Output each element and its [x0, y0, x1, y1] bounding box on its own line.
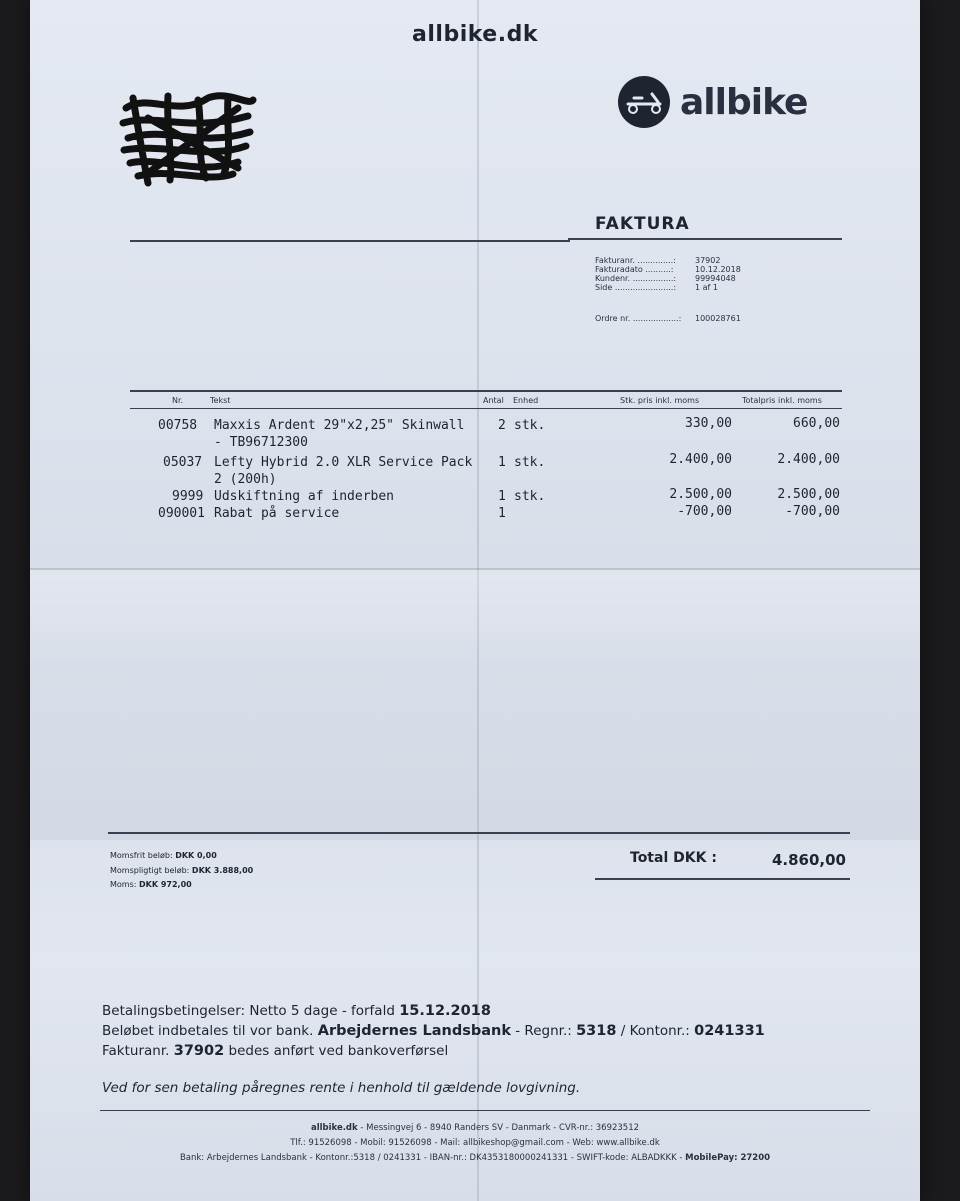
col-header-nr: Nr. — [172, 396, 184, 405]
row-2-total: 2.500,00 — [777, 487, 840, 502]
row-0-antal: 2 — [498, 418, 506, 433]
row-3-nr: 090001 — [158, 506, 205, 521]
row-2-stk-pris: 2.500,00 — [669, 487, 732, 502]
footer-line — [100, 1110, 870, 1111]
row-3-stk-pris: -700,00 — [677, 504, 732, 519]
row-1-tekst-2: 2 (200h) — [214, 472, 277, 487]
table-header-line — [130, 408, 842, 409]
footer-contact: Tlf.: 91526098 - Mobil: 91526098 - Mail: allbikeshop@gmail.com - Web: www.allbike.dk — [290, 1138, 660, 1148]
total-label: Total DKK : — [630, 850, 717, 866]
light-shade — [30, 570, 920, 840]
bike-logo-icon — [618, 76, 670, 128]
row-0-enhed: stk. — [514, 418, 546, 433]
payment-terms: Betalingsbetingelser: Netto 5 dage - forfald 15.12.2018 — [102, 1003, 491, 1019]
row-0-stk-pris: 330,00 — [685, 416, 732, 431]
invoice-meta — [595, 256, 741, 323]
logo-text: allbike — [680, 81, 808, 123]
momsfrit-line: Momsfrit beløb: DKK 0,00 — [110, 851, 217, 860]
redacted-scribble — [118, 88, 258, 188]
table-top-line — [130, 390, 842, 392]
meta-row-customer-number: Kundenr. ................: 99994048 — [595, 274, 736, 283]
row-1-stk-pris: 2.400,00 — [669, 452, 732, 467]
meta-row-page: Side .......................: 1 af 1 — [595, 283, 718, 292]
allbike-logo — [618, 74, 828, 130]
row-3-total: -700,00 — [785, 504, 840, 519]
row-2-nr: 9999 — [172, 489, 204, 504]
title-divider — [568, 238, 842, 240]
row-1-total: 2.400,00 — [777, 452, 840, 467]
meta-row-order-number: Ordre nr. ..................: 100028761 — [595, 314, 741, 323]
row-0-tekst: Maxxis Ardent 29"x2,25" Skinwall — [214, 418, 465, 433]
row-3-antal: 1 — [498, 506, 506, 521]
total-underline — [595, 878, 850, 880]
footer-bank: Bank: Arbejdernes Landsbank - Kontonr.:5318 / 0241331 - IBAN-nr.: DK4353180000241331 - SWIFT-kode: ALBADKKK - MobilePay: 27200 — [179, 1153, 771, 1163]
footer-address: allbike.dk - Messingvej 6 - 8940 Randers SV - Danmark - CVR-nr.: 36923512 — [310, 1123, 640, 1133]
row-1-nr: 05037 — [163, 455, 203, 470]
momspligtigt-line: Momspligtigt beløb: DKK 3.888,00 — [110, 866, 254, 875]
row-1-tekst: Lefty Hybrid 2.0 XLR Service Pack — [214, 455, 473, 470]
invoice-paper — [30, 0, 920, 1201]
row-1-antal: 1 — [498, 455, 506, 470]
meta-row-invoice-number: Fakturanr. ..............: 37902 — [595, 256, 721, 265]
row-0-tekst-2: - TB96712300 — [214, 435, 308, 450]
col-header-stk-pris: Stk. pris inkl. moms — [620, 396, 700, 405]
meta-row-invoice-date: Fakturadato ..........: 10.12.2018 — [595, 265, 741, 274]
total-value: 4.860,00 — [771, 851, 846, 869]
late-payment-note: Ved for sen betaling påregnes rente i henhold til gældende lovgivning. — [102, 1080, 581, 1096]
col-header-tekst: Tekst — [210, 396, 231, 405]
row-1-enhed: stk. — [514, 455, 546, 470]
invoice-title: FAKTURA — [595, 214, 690, 234]
summary-top-line — [108, 832, 850, 834]
moms-line: Moms: DKK 972,00 — [110, 880, 192, 889]
row-2-enhed: stk. — [514, 489, 546, 504]
payment-bank: Beløbet indbetales til vor bank. Arbejdernes Landsbank - Regnr.: 5318 / Kontonr.: 0241331 — [102, 1023, 765, 1039]
row-2-tekst: Udskiftning af inderben — [214, 489, 395, 504]
col-header-antal: Antal — [483, 396, 504, 405]
row-2-antal: 1 — [498, 489, 506, 504]
col-header-totalpris: Totalpris inkl. moms — [742, 396, 822, 405]
site-title: allbike.dk — [412, 22, 538, 47]
row-0-total: 660,00 — [793, 416, 840, 431]
payment-reference: Fakturanr. 37902 bedes anført ved bankoverførsel — [102, 1043, 449, 1059]
col-header-enhed: Enhed — [513, 396, 539, 405]
row-0-nr: 00758 — [158, 418, 198, 433]
row-3-tekst: Rabat på service — [214, 506, 340, 521]
address-divider — [130, 240, 570, 242]
